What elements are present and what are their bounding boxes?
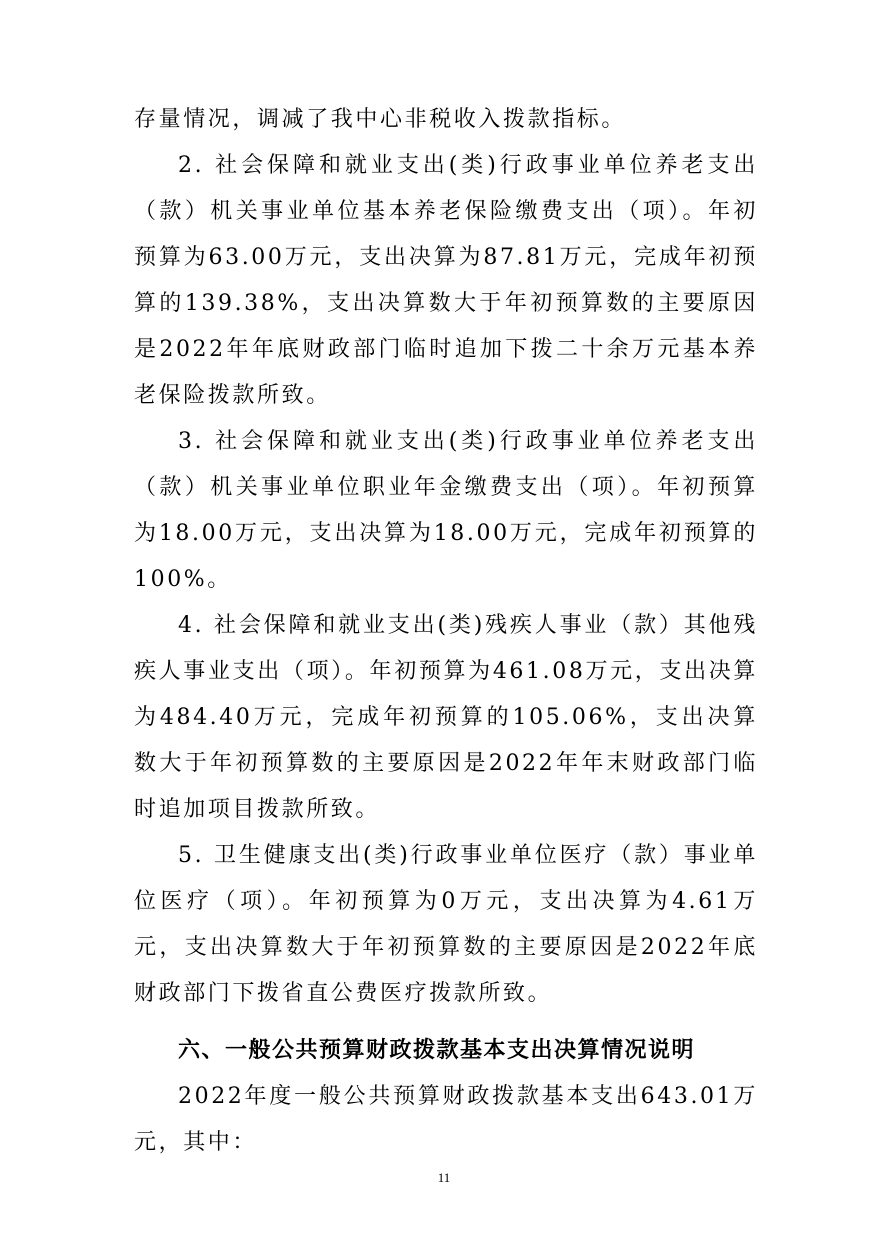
section-intro: 2022年度一般公共预算财政拨款基本支出643.01万元，其中： (134, 1084, 758, 1155)
paragraph-item-5: 5. 卫生健康支出(类)行政事业单位医疗（款）事业单位医疗（项）。年初预算为0万元，支出决算为4.61万元，支出决算数大于年初预算数的主要原因是2022年底财政部门下拨省直公费医疗拨款所致。 (134, 843, 758, 1006)
paragraph-continuation: 存量情况，调减了我中心非税收入拨款指标。 (134, 107, 627, 132)
document-body (134, 97, 758, 1166)
paragraph-item-2: 2. 社会保障和就业支出(类)行政事业单位养老支出（款）机关事业单位基本养老保险缴费支出（项）。年初预算为63.00万元，支出决算为87.81万元，完成年初预算的139.38%，支出决算数大于年初预算数的主要原因是2022年年底财政部门临时追加下拨二十余万元基本养老保险拨款所致。 (134, 153, 758, 408)
page-number: 11 (437, 1170, 451, 1185)
paragraph-item-3: 3. 社会保障和就业支出(类)行政事业单位养老支出（款）机关事业单位职业年金缴费支出（项）。年初预算为18.00万元，支出决算为18.00万元，完成年初预算的100%。 (134, 429, 758, 592)
section-heading: 六、一般公共预算财政拨款基本支出决算情况说明 (178, 1038, 696, 1063)
paragraph-item-4: 4. 社会保障和就业支出(类)残疾人事业（款）其他残疾人事业支出（项）。年初预算为461.08万元，支出决算为484.40万元，完成年初预算的105.06%，支出决算数大于年初预算数的主要原因是2022年年末财政部门临时追加项目拨款所致。 (134, 613, 758, 822)
